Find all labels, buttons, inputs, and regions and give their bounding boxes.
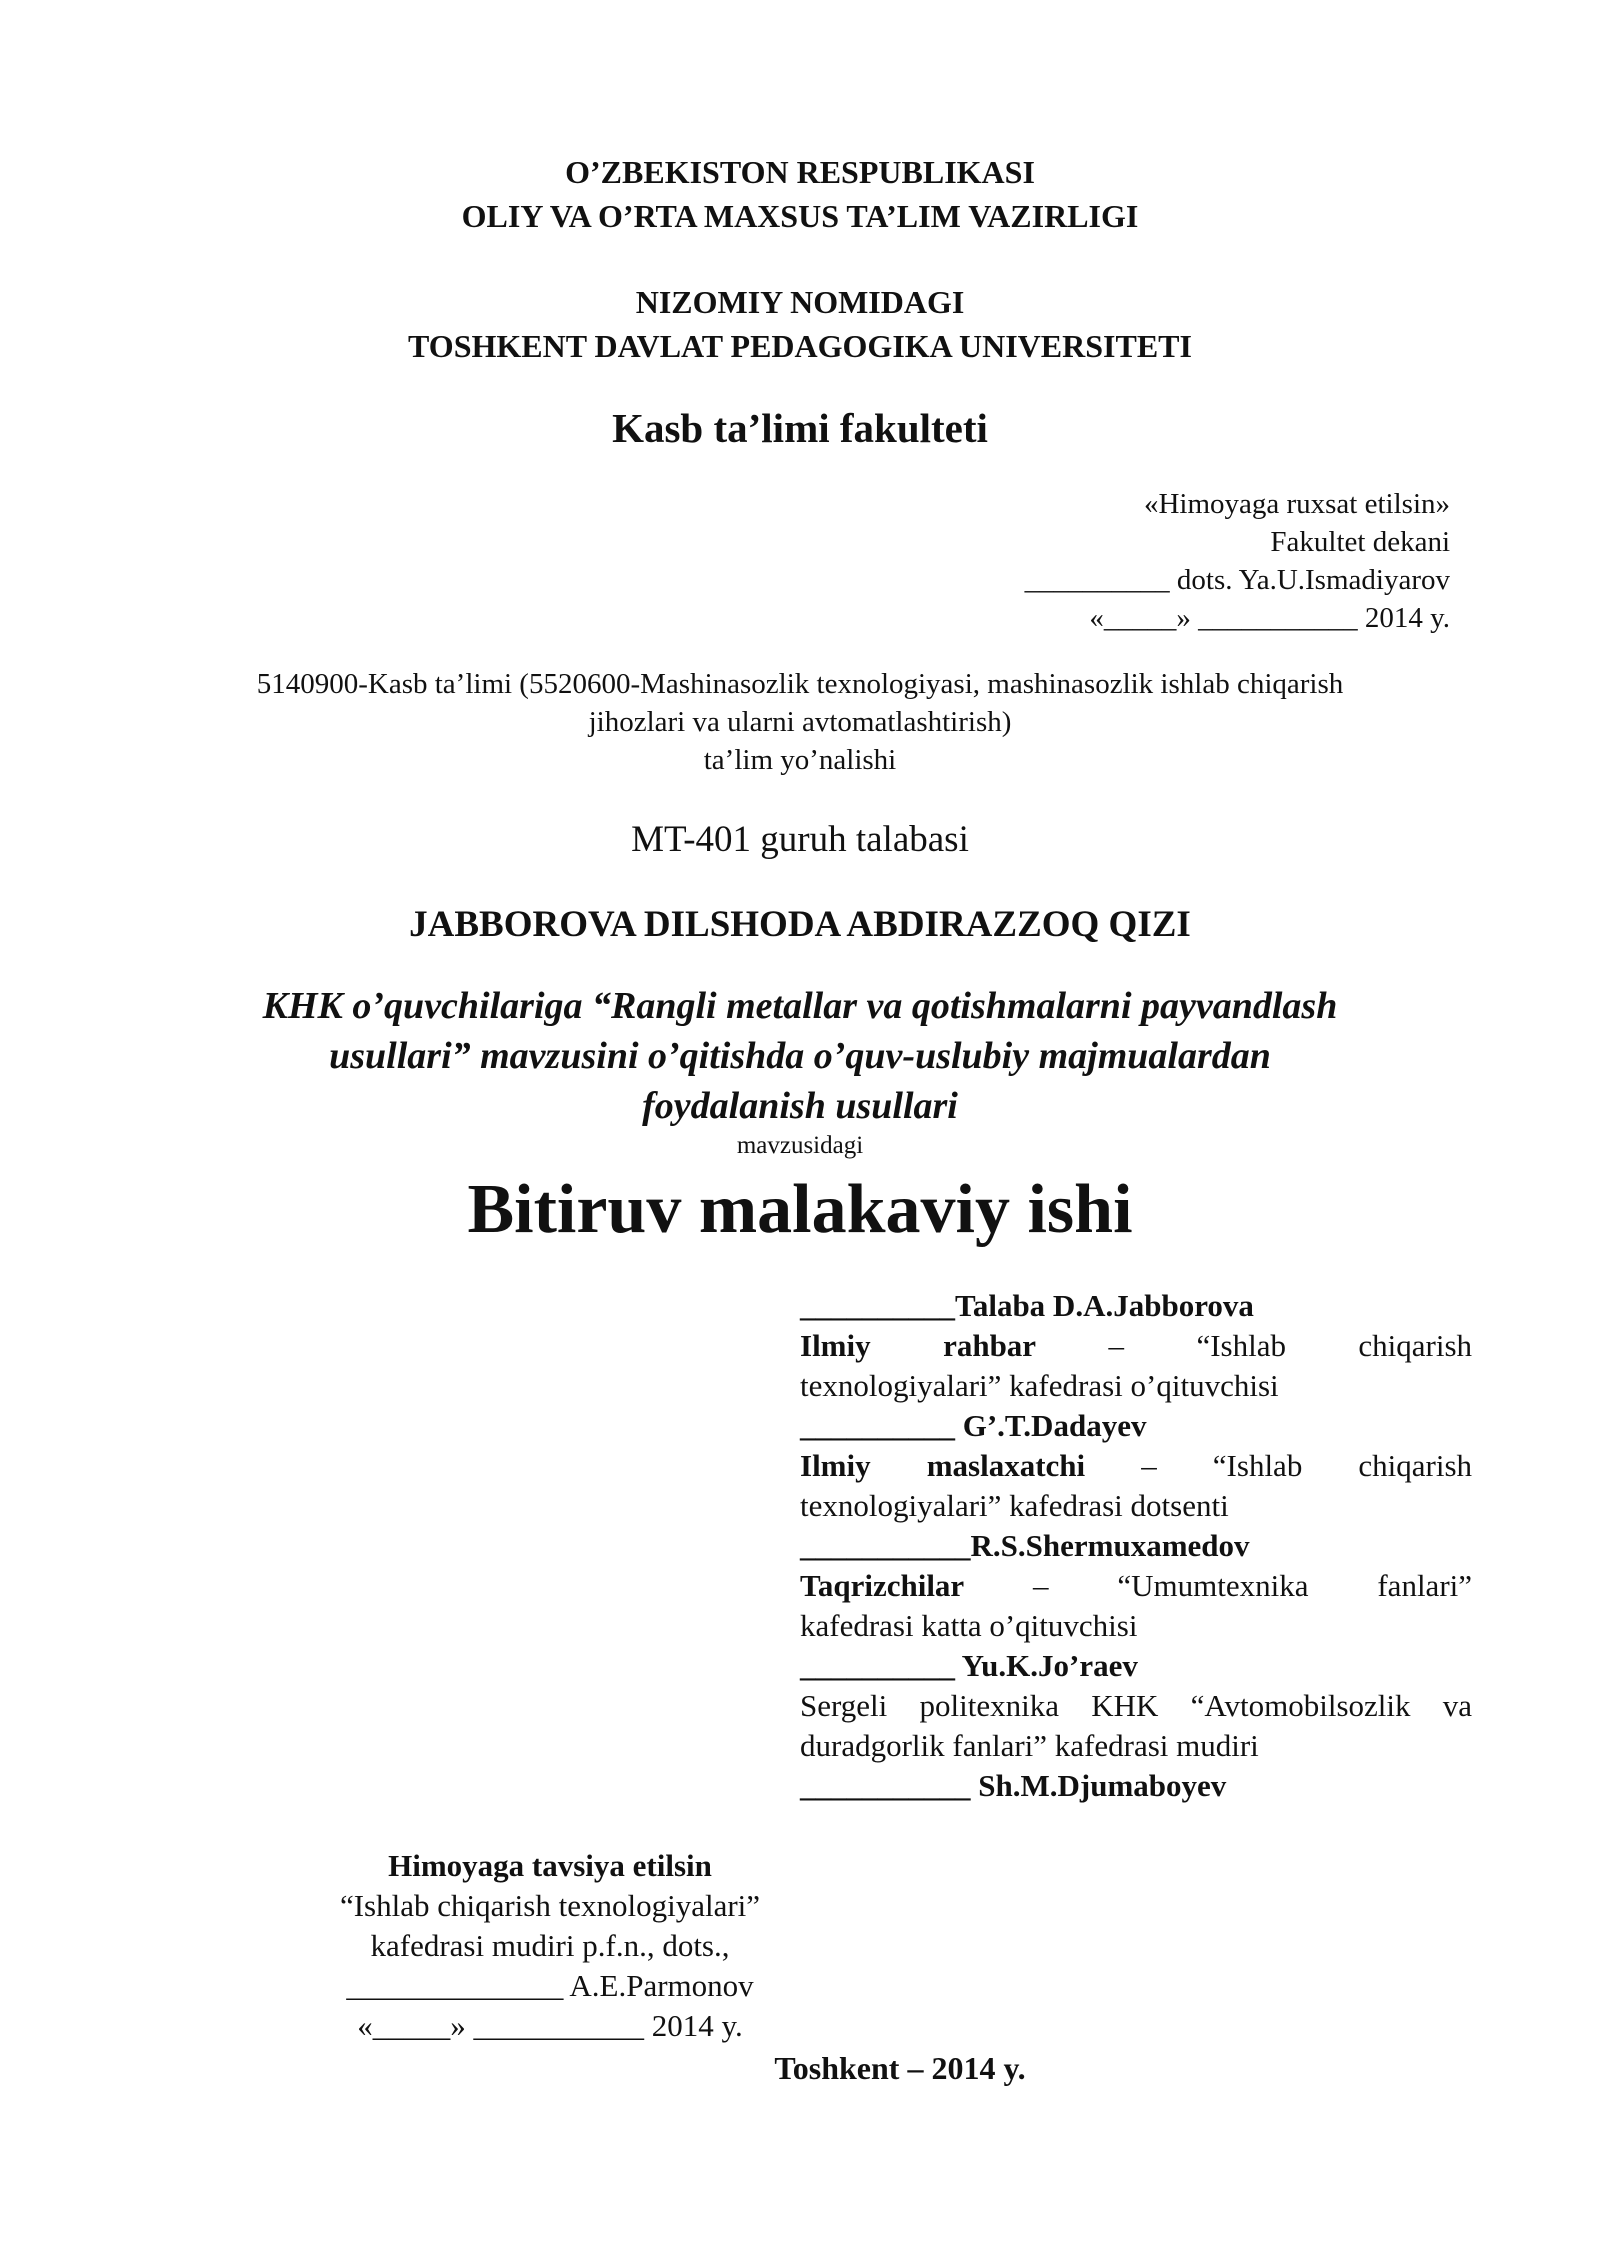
specialty-line2: jihozlari va ularni avtomatlashtirish) bbox=[588, 706, 1012, 738]
city-year: Toshkent – 2014 y. bbox=[774, 2050, 1026, 2086]
reviewer2-position: duradgorlik fanlari” kafedrasi mudiri bbox=[800, 1728, 1259, 1763]
student-name: JABBOROVA DILSHODA ABDIRAZZOQ QIZI bbox=[409, 904, 1191, 945]
recommendation-head: kafedrasi mudiri p.f.n., dots., bbox=[370, 1928, 730, 1963]
reviewers-heading: Taqrizchilar – “Umumtexnika fanlari” bbox=[800, 1568, 1473, 1603]
faculty-name: Kasb ta’limi fakulteti bbox=[612, 405, 988, 451]
work-title: Bitiruv malakaviy ishi bbox=[467, 1171, 1133, 1248]
approval-date: «_____» ___________ 2014 y. bbox=[1089, 602, 1450, 634]
recommendation-title: Himoyaga tavsiya etilsin bbox=[388, 1848, 712, 1883]
ministry-name: O’ZBEKISTON RESPUBLIKASI bbox=[565, 154, 1035, 190]
specialty-line3: ta’lim yo’nalishi bbox=[703, 744, 897, 776]
recommendation-signature: ______________ A.E.Parmonov bbox=[346, 1968, 754, 2003]
advisor-position: texnologiyalari” kafedrasi o’qituvchisi bbox=[800, 1368, 1279, 1403]
reviewer1-position: kafedrasi katta o’qituvchisi bbox=[800, 1608, 1138, 1643]
approval-role: Fakultet dekani bbox=[1270, 526, 1450, 558]
student-group: MT-401 guruh talabasi bbox=[631, 819, 969, 860]
university-name-line1: NIZOMIY NOMIDAGI bbox=[635, 284, 965, 320]
topic-line3: foydalanish usullari bbox=[642, 1085, 958, 1127]
university-name-line2: TOSHKENT DAVLAT PEDAGOGIKA UNIVERSITETI bbox=[408, 328, 1192, 364]
reviewer1-signature: __________ Yu.K.Jo’raev bbox=[800, 1648, 1138, 1683]
topic-line2: usullari” mavzusini o’qitishda o’quv-uslubiy majmualardan bbox=[329, 1035, 1271, 1077]
advisor-signature: __________ G’.T.Dadayev bbox=[800, 1408, 1147, 1443]
topic-line1: KHK o’quvchilariga “Rangli metallar va qotishmalarni payvandlash bbox=[262, 985, 1338, 1027]
approval-heading: «Himoyaga ruxsat etilsin» bbox=[1143, 488, 1450, 520]
student-signature: __________Talaba D.A.Jabborova bbox=[800, 1288, 1254, 1323]
consultant-signature: ___________R.S.Shermuxamedov bbox=[800, 1528, 1250, 1563]
advisor-heading: Ilmiy rahbar – “Ishlab chiqarish bbox=[800, 1328, 1473, 1363]
consultant-position: texnologiyalari” kafedrasi dotsenti bbox=[800, 1488, 1229, 1523]
recommendation-department: “Ishlab chiqarish texnologiyalari” bbox=[339, 1888, 761, 1923]
reviewer2-organization: Sergeli politexnika KHK “Avtomobilsozlik va bbox=[800, 1688, 1472, 1723]
reviewer2-signature: ___________ Sh.M.Djumaboyev bbox=[800, 1768, 1227, 1803]
approval-signature: __________ dots. Ya.U.Ismadiyarov bbox=[1024, 564, 1450, 596]
topic-suffix: mavzusidagi bbox=[736, 1132, 864, 1159]
consultant-heading: Ilmiy maslaxatchi – “Ishlab chiqarish bbox=[800, 1448, 1473, 1483]
ministry-subtitle: OLIY VA O’RTA MAXSUS TA’LIM VAZIRLIGI bbox=[461, 198, 1139, 234]
recommendation-date: «_____» ___________ 2014 y. bbox=[357, 2008, 743, 2043]
specialty-line1: 5140900-Kasb ta’limi (5520600-Mashinasozlik texnologiyasi, mashinasozlik ishlab chiqarish bbox=[256, 668, 1344, 700]
